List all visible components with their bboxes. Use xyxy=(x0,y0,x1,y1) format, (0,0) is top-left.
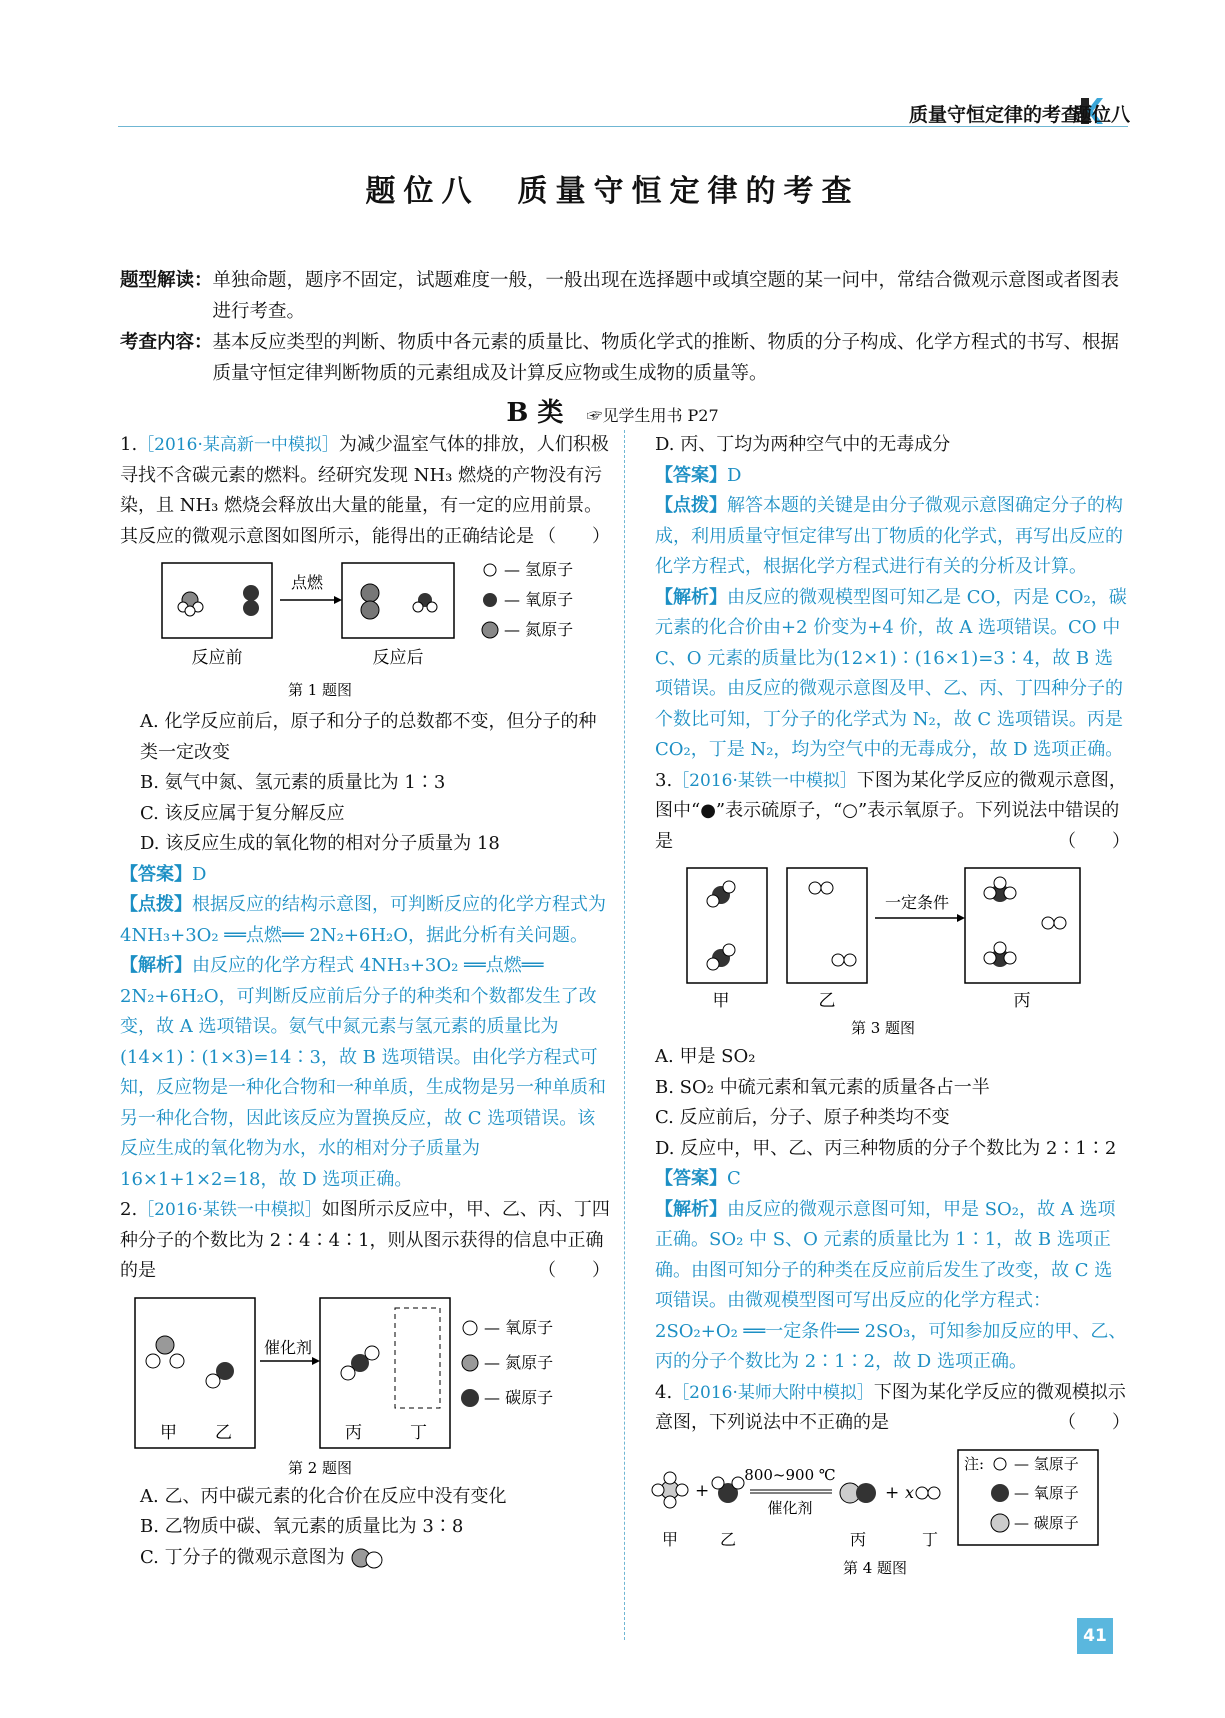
q4-number: 4. xyxy=(655,1381,673,1403)
q2-diagram xyxy=(120,1293,610,1478)
running-title: 质量守恒定律的考查 xyxy=(908,104,1080,126)
q4-legend-oxygen: — 氧原子 xyxy=(1014,1483,1079,1502)
q2-option-b: B. 乙物质中碳、氧元素的质量比为 3∶8 xyxy=(140,1516,464,1537)
q1-stem: 为减少温室气体的排放，人们积极寻找不含碳元素的燃料。经研究发现 NH₃ 燃烧的产物没有污染，且 NH₃ 燃烧会释放出大量的能量，有一定的应用前景。其反应的微观示意图如图所示，能得出的正确结论是 xyxy=(120,434,609,547)
q3-diagram xyxy=(655,863,1130,1038)
q2-explanation: 由反应的微观模型图可知乙是 CO，丙是 CO₂，碳元素的化合价由+2 价变为+4 价，故 A 选项错误。CO 中 C、O 元素的质量比为(12×1)∶(16×1)=3∶4，故 B 选项错误。由反应的微观示意图及甲、乙、丙、丁四种分子的个数比可知，丁分子的化学式为 N₂，故 C 选项错误。丙是 CO₂，丁是 N₂，均为空气中的无毒成分，故 D 选项正确。 xyxy=(655,586,1127,760)
q2-hint: 解答本题的关键是由分子微观示意图确定分子的构成，利用质量守恒定律写出丁物质的化学式，再写出反应的化学方程式，根据化学方程式进行有关的分析及计算。 xyxy=(655,495,1123,577)
q1-hint-tag: 【点拨】 xyxy=(120,894,192,915)
q2-stem: 如图所示反应中，甲、乙、丙、丁四种分子的个数比为 2∶4∶4∶1，则从图示获得的信息中正确的是 xyxy=(120,1199,610,1281)
q4-label-jia: 甲 xyxy=(661,1529,679,1549)
q1-option-c: C. 该反应属于复分解反应 xyxy=(140,802,345,824)
q2-answer: D xyxy=(727,464,742,486)
header-rule xyxy=(118,126,1128,127)
left-column xyxy=(120,430,610,1573)
q1-diagram xyxy=(120,558,610,703)
q2-legend-carbon: — 碳原子 xyxy=(484,1387,554,1407)
q3-arrow-label: 一定条件 xyxy=(884,893,950,912)
q2-legend-nitrogen: — 氮原子 xyxy=(484,1352,554,1372)
book-reference: ☞见学生用书 P27 xyxy=(586,406,719,425)
q1-hint: 根据反应的结构示意图，可判断反应的化学方程式为 4NH₃+3O₂ ══点燃══ 2N₂+6H₂O，据此分析有关问题。 xyxy=(120,894,606,946)
q1-explanation-tag: 【解析】 xyxy=(120,955,192,976)
q2-legend-oxygen: — 氧原子 xyxy=(484,1317,554,1337)
question-type-block xyxy=(120,265,1130,389)
q3-number: 3. xyxy=(655,769,673,791)
q4-figure xyxy=(640,1445,1130,1585)
q1-legend-oxygen: — 氧原子 xyxy=(504,590,574,609)
q4-legend-hydrogen: — 氢原子 xyxy=(1014,1454,1079,1473)
q2-label-ding: 丁 xyxy=(410,1422,427,1443)
q3-label-bing: 丙 xyxy=(1013,991,1031,1011)
q4-label-ding: 丁 xyxy=(921,1529,939,1549)
q2-number: 2. xyxy=(120,1199,138,1220)
category-heading xyxy=(0,392,1225,429)
q1-figure xyxy=(120,558,610,703)
q2-label-bing: 丙 xyxy=(345,1422,362,1443)
q3-explanation-tag: 【解析】 xyxy=(655,1198,727,1220)
q4-diagram xyxy=(640,1445,1130,1585)
q1-answer-paren: （ ） xyxy=(538,525,610,547)
q1-after-label: 反应后 xyxy=(372,648,424,668)
q3-explanation: 由反应的微观示意图可知，甲是 SO₂，故 A 选项正确。SO₂ 中 S、O 元素的质量比为 1∶1，故 B 选项正确。由图可知分子的种类在反应前后发生了改变，故 C 选项错误。由微观模型图可写出反应的化学方程式：2SO₂+O₂ ══一定条件══ 2SO₃，可知参加反应的甲、乙、丙的分子个数比为 2∶1∶2，故 D 选项正确。 xyxy=(655,1198,1127,1372)
q1-before-label: 反应前 xyxy=(191,648,243,668)
q2-option-c: C. 丁分子的微观示意图为 xyxy=(140,1546,345,1568)
q1-caption: 第 1 题图 xyxy=(287,681,353,699)
q4-condition-catalyst: 催化剂 xyxy=(767,1498,813,1517)
q4-source: ［2016·某师大附中模拟］ xyxy=(672,1382,874,1403)
svg-text:+: + xyxy=(885,1482,900,1503)
q1-answer-tag: 【答案】 xyxy=(120,863,192,885)
q4-answer-paren: （ ） xyxy=(1058,1412,1130,1433)
content-text: 基本反应类型的判断、物质中各元素的质量比、物质化学式的推断、物质的分子构成、化学方程式的书写、根据质量守恒定律判断物质的元素组成及计算反应物或生成物的质量等。 xyxy=(212,332,1120,384)
q2-hint-tag: 【点拨】 xyxy=(655,495,727,516)
q3-stem: 下图为某化学反应的微观示意图，图中“●”表示硫原子，“○”表示氧原子。下列说法中错误的是 xyxy=(655,769,1127,852)
page-title: 题位八 质量守恒定律的考查 xyxy=(365,174,860,209)
question-type-text: 单独命题，题序不固定，试题难度一般，一般出现在选择题中或填空题的某一问中，常结合微观示意图或者图表进行考查。 xyxy=(212,270,1120,322)
q1-legend-nitrogen: — 氮原子 xyxy=(504,620,574,639)
q4-coefficient-x: x xyxy=(905,1482,915,1502)
q2-option-d: D. 丙、丁均为两种空气中的无毒成分 xyxy=(655,434,951,455)
q2-label-yi: 乙 xyxy=(215,1422,232,1443)
q2-source: ［2016·某铁一中模拟］ xyxy=(137,1200,322,1220)
q2-answer-paren: （ ） xyxy=(538,1260,610,1281)
q3-option-a: A. 甲是 SO₂ xyxy=(655,1046,756,1067)
q1-option-a: A. 化学反应前后，原子和分子的总数都不变，但分子的种类一定改变 xyxy=(140,711,597,763)
page-number: 41 xyxy=(1077,1618,1113,1654)
q3-figure xyxy=(655,863,1130,1038)
q2-arrow-label: 催化剂 xyxy=(263,1337,313,1357)
q2-caption: 第 2 题图 xyxy=(287,1458,353,1477)
q3-label-yi: 乙 xyxy=(818,991,836,1011)
q2-option-a: A. 乙、丙中碳元素的化合价在反应中没有变化 xyxy=(140,1485,507,1507)
q3-option-c: C. 反应前后，分子、原子种类均不变 xyxy=(655,1107,950,1128)
q3-label-jia: 甲 xyxy=(712,991,730,1011)
q1-arrow-label: 点燃 xyxy=(290,573,324,592)
q1-option-d: D. 该反应生成的氧化物的相对分子质量为 18 xyxy=(140,833,500,854)
q3-source: ［2016·某铁一中模拟］ xyxy=(672,770,857,791)
q3-answer-tag: 【答案】 xyxy=(655,1168,727,1189)
svg-text:+: + xyxy=(695,1480,710,1501)
content-label: 考查内容： xyxy=(120,332,213,353)
q2-figure xyxy=(120,1293,610,1478)
q4-label-yi: 乙 xyxy=(719,1529,737,1549)
q4-label-bing: 丙 xyxy=(849,1529,867,1549)
q3-answer: C xyxy=(727,1168,741,1189)
nitrogen-molecule-icon xyxy=(350,1547,384,1569)
right-column xyxy=(655,430,1130,1589)
q4-condition-temp: 800~900 ℃ xyxy=(744,1465,836,1484)
q4-legend-title: 注: xyxy=(964,1454,985,1473)
q3-caption: 第 3 题图 xyxy=(850,1019,916,1037)
q1-source: ［2016·某高新一中模拟］ xyxy=(137,435,339,455)
q2-label-jia: 甲 xyxy=(160,1422,177,1443)
question-type-label: 题型解读： xyxy=(120,270,213,291)
column-divider xyxy=(624,430,625,1640)
q3-option-b: B. SO₂ 中硫元素和氧元素的质量各占一半 xyxy=(655,1076,990,1098)
q2-explanation-tag: 【解析】 xyxy=(655,586,727,608)
q4-legend-carbon: — 碳原子 xyxy=(1014,1513,1079,1532)
q1-explanation: 由反应的化学方程式 4NH₃+3O₂ ══点燃══ 2N₂+6H₂O，可判断反应前后分子的种类和个数都发生了改变，故 A 选项错误。氨气中氮元素与氢元素的质量比为(14×1)∶(1×3)=14∶3，故 B 选项错误。由化学方程式可知，反应物是一种化合物和一种单质，生成物是另一种单质和另一种化合物，因此该反应为置换反应，故 C 选项错误。该反应生成的氧化物为水，水的相对分子质量为 16×1+1×2=18，故 D 选项正确。 xyxy=(120,955,606,1190)
q1-answer: D xyxy=(192,863,207,885)
q2-answer-tag: 【答案】 xyxy=(655,464,727,486)
q1-legend-hydrogen: — 氢原子 xyxy=(504,560,574,579)
q1-number: 1. xyxy=(120,434,138,455)
q4-caption: 第 4 题图 xyxy=(842,1558,908,1577)
q4-stem: 下图为某化学反应的微观模拟示意图，下列说法中不正确的是 xyxy=(655,1381,1126,1433)
q1-option-b: B. 氨气中氮、氢元素的质量比为 1∶3 xyxy=(140,772,446,793)
q3-answer-paren: （ ） xyxy=(1058,830,1130,852)
category-label: B 类 xyxy=(506,398,564,428)
q3-option-d: D. 反应中，甲、乙、丙三种物质的分子个数比为 2∶1∶2 xyxy=(655,1137,1117,1159)
section-label: 题位八 xyxy=(1072,104,1130,126)
